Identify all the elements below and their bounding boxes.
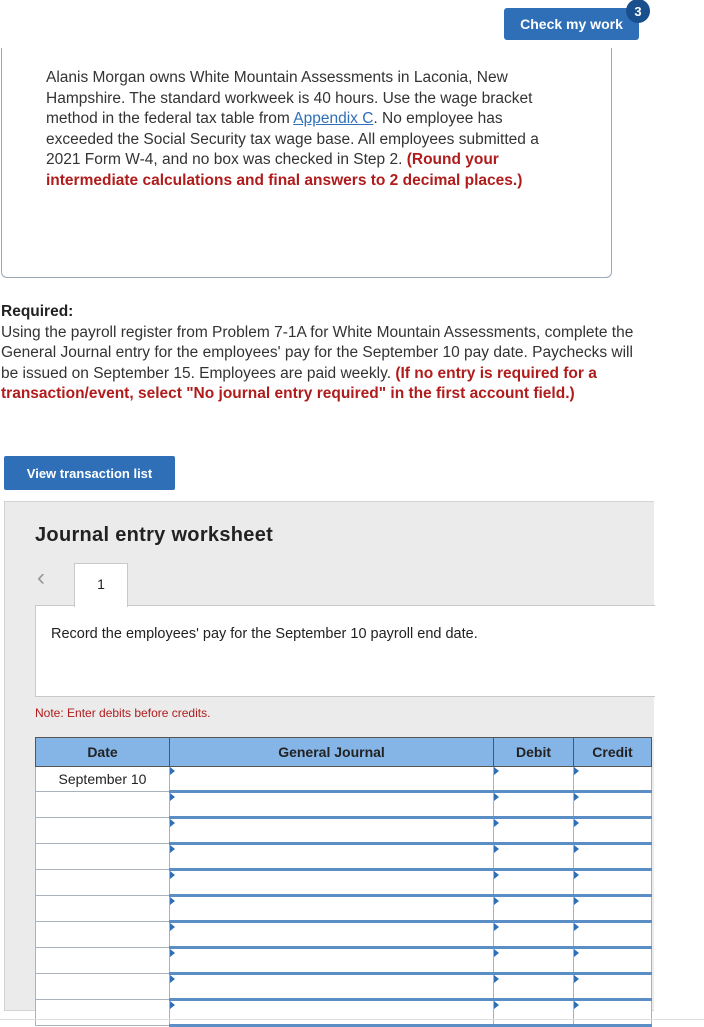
date-cell: September 10 bbox=[36, 767, 170, 792]
debit-input[interactable] bbox=[494, 922, 574, 948]
date-cell bbox=[36, 818, 170, 844]
debit-input[interactable] bbox=[494, 844, 574, 870]
transaction-description: Record the employees' pay for the September 10 payroll end date. bbox=[51, 626, 478, 642]
date-cell bbox=[36, 948, 170, 974]
required-instruction: (If no entry is required for a transaction/event, select "No journal entry required" in the first account field.) bbox=[1, 364, 597, 402]
attempts-badge: 3 bbox=[626, 0, 650, 23]
credit-input[interactable] bbox=[574, 896, 652, 922]
table-row bbox=[36, 818, 652, 844]
credit-input[interactable] bbox=[574, 1000, 652, 1026]
credit-input[interactable] bbox=[574, 818, 652, 844]
account-select[interactable] bbox=[170, 1000, 494, 1026]
account-select[interactable] bbox=[170, 948, 494, 974]
debit-input[interactable] bbox=[494, 870, 574, 896]
credit-input[interactable] bbox=[574, 844, 652, 870]
journal-entry-worksheet bbox=[4, 501, 654, 1011]
account-select[interactable] bbox=[170, 818, 494, 844]
footer-divider bbox=[0, 1019, 704, 1020]
account-select[interactable] bbox=[170, 896, 494, 922]
required-heading: Required: bbox=[1, 303, 74, 320]
table-row bbox=[36, 870, 652, 896]
debit-column-header: Debit bbox=[494, 738, 574, 767]
date-cell bbox=[36, 1000, 170, 1026]
debit-input[interactable] bbox=[494, 896, 574, 922]
debit-input[interactable] bbox=[494, 974, 574, 1000]
rounding-instruction: (Round your intermediate calculations and final answers to 2 decimal places.) bbox=[46, 151, 523, 189]
chevron-left-icon[interactable]: ‹ bbox=[37, 564, 45, 591]
debits-note: Note: Enter debits before credits. bbox=[35, 706, 211, 720]
account-select[interactable] bbox=[170, 767, 494, 792]
credit-input[interactable] bbox=[574, 974, 652, 1000]
credit-input[interactable] bbox=[574, 767, 652, 792]
account-select[interactable] bbox=[170, 792, 494, 818]
worksheet-title: Journal entry worksheet bbox=[35, 524, 274, 546]
table-row bbox=[36, 1000, 652, 1026]
table-row bbox=[36, 767, 652, 792]
debit-input[interactable] bbox=[494, 792, 574, 818]
table-row bbox=[36, 948, 652, 974]
table-row bbox=[36, 844, 652, 870]
table-row bbox=[36, 974, 652, 1000]
debit-input[interactable] bbox=[494, 1000, 574, 1026]
debit-input[interactable] bbox=[494, 767, 574, 792]
date-cell bbox=[36, 922, 170, 948]
account-select[interactable] bbox=[170, 974, 494, 1000]
credit-column-header: Credit bbox=[574, 738, 652, 767]
date-cell bbox=[36, 792, 170, 818]
date-cell bbox=[36, 896, 170, 922]
credit-input[interactable] bbox=[574, 948, 652, 974]
credit-input[interactable] bbox=[574, 922, 652, 948]
date-cell bbox=[36, 870, 170, 896]
transaction-description-panel bbox=[35, 605, 655, 697]
date-cell bbox=[36, 844, 170, 870]
view-transaction-list-button[interactable]: View transaction list bbox=[4, 456, 175, 490]
journal-table bbox=[35, 737, 652, 1027]
table-row bbox=[36, 896, 652, 922]
required-text: Using the payroll register from Problem 7-1A for White Mountain Assessments, complete the General Journal entry for the employees' pay for the September 10 pay date. Paychecks will be issued on September 15. Employees are paid weekly. (If no entry is required for a transaction/event, select "No journal entry required" in the first account field.) bbox=[1, 323, 634, 402]
table-row bbox=[36, 922, 652, 948]
appendix-c-link[interactable]: Appendix C bbox=[293, 110, 374, 127]
account-select[interactable] bbox=[170, 870, 494, 896]
problem-intro-text: Alanis Morgan owns White Mountain Assessments in Laconia, New Hampshire. The standard workweek is 40 hours. Use the wage bracket method in the federal tax table from Appendix C. No employee has exceeded the Social Security tax wage base. All employees submitted a 2021 Form W-4, and no box was checked in Step 2. (Round your intermediate calculations and final answers to 2 decimal places.) bbox=[46, 69, 539, 189]
tab-entry-1[interactable]: 1 bbox=[74, 563, 128, 607]
general-journal-column-header: General Journal bbox=[170, 738, 494, 767]
debit-input[interactable] bbox=[494, 948, 574, 974]
date-column-header: Date bbox=[36, 738, 170, 767]
required-section bbox=[1, 302, 651, 405]
table-row bbox=[36, 792, 652, 818]
check-my-work-button[interactable]: Check my work bbox=[504, 8, 639, 40]
debit-input[interactable] bbox=[494, 818, 574, 844]
credit-input[interactable] bbox=[574, 870, 652, 896]
account-select[interactable] bbox=[170, 844, 494, 870]
credit-input[interactable] bbox=[574, 792, 652, 818]
account-select[interactable] bbox=[170, 922, 494, 948]
date-cell bbox=[36, 974, 170, 1000]
